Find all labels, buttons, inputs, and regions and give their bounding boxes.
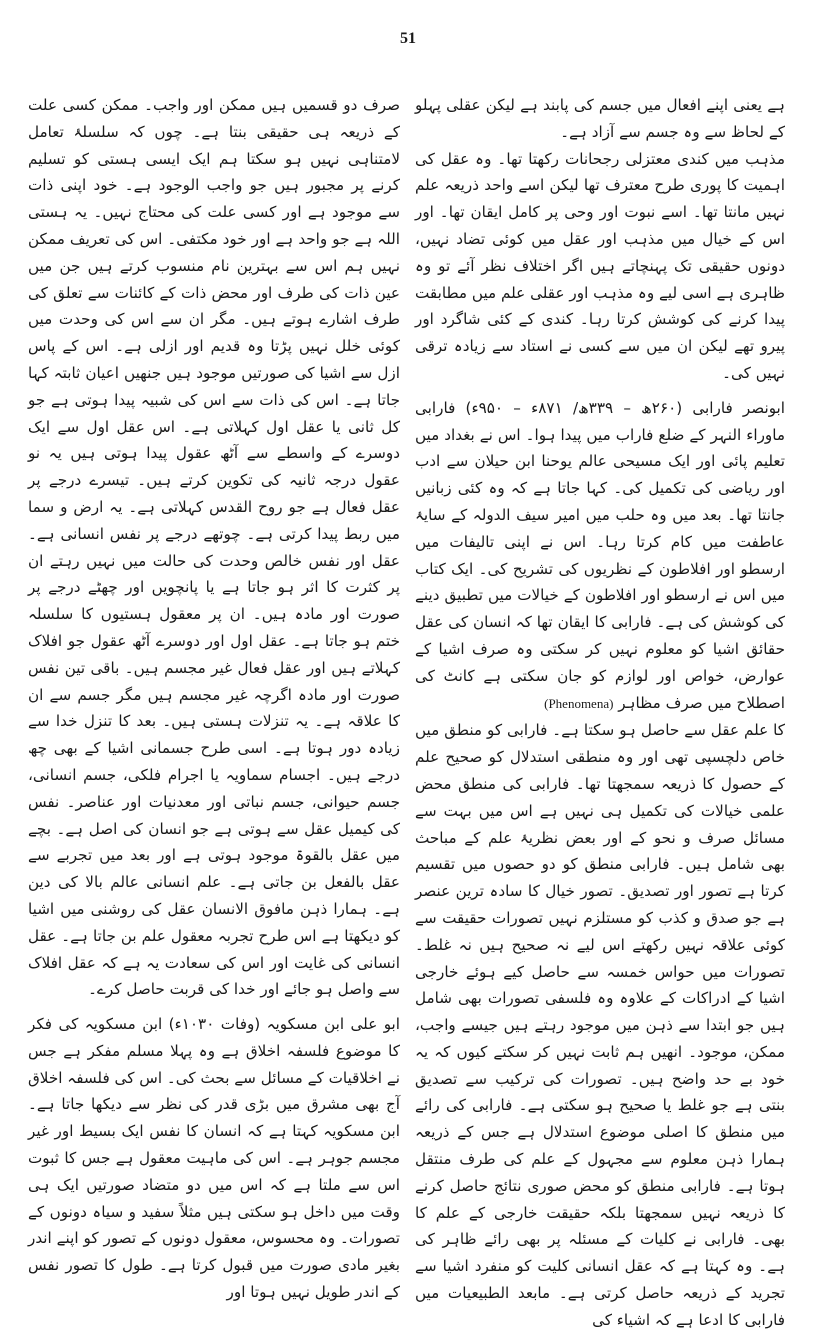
page-number: 51 [400, 30, 416, 47]
left-column [28, 92, 400, 1302]
paragraph: ابو علی ابن مسکویہ (وفات ۱۰۳۰ء) ابن مسکویہ کی فکر کا موضوع فلسفہ اخلاق ہے وہ پہلا مسلم مفکر ہے جس نے اخلاقیات کے مسائل سے بحث کی۔ اس کی فلسفہ اخلاق آج بھی مشرق میں بڑی قدر کی نظر سے دیکھا جاتا ہے۔ ابن مسکویہ کہتا ہے کہ انسان کا نفس ایک بسیط اور غیر مجسم جوہر ہے۔ اس کی ماہیت معقول ہے جس کا ثبوت اس سے ملتا ہے کہ اس میں دو متضاد صورتیں ایک ہی وقت میں داخل ہو سکتی ہیں مثلاً سفید و سیاہ دونوں کے تصورات۔ وہ محسوس، معقول دونوں کے تصور کو اپنے اندر بغیر مادی صورت میں قبول کرتا ہے۔ طول کا تصور نفس کے اندر طویل نہیں ہوتا اور [28, 1015, 400, 1302]
paragraph [415, 395, 785, 718]
right-column [415, 92, 786, 1329]
paragraph: ہے یعنی اپنے افعال میں جسم کی پابند ہے لیکن عقلی پہلو کے لحاظ سے وہ جسم سے آزاد ہے۔ [415, 96, 785, 141]
paragraph: کا علم عقل سے حاصل ہو سکتا ہے۔ فارابی کو منطق میں خاص دلچسپی تھی اور وہ منطقی استدلال کو صحیح علم کے حصول کا ذریعہ سمجھتا تھا۔ فارابی کی منطق محض علمی خیالات کی تکمیل ہی نہیں ہے اس میں بہت سے مسائل صرف و نحو کے اور بعض نظریۂ علم کے مباحث بھی شامل ہیں۔ فارابی منطق کو دو حصوں میں تقسیم کرتا ہے تصور اور تصدیق۔ تصور خیال کا سادہ ترین عنصر ہے جو صدق و کذب کو مستلزم نہیں تصورات حقیقت سے کوئی علاقہ نہیں رکھتے اس لیے نہ صحیح ہیں نہ غلط۔ تصورات میں حواس خمسہ سے حاصل کیے ہوئے خارجی اشیا کے ادراکات کے علاوہ وہ فلسفی تصورات بھی شامل ہیں جو ابتدا سے ذہن میں موجود رہتے ہیں جیسے واجب، ممکن، موجود۔ انھیں ہم ثابت نہیں کر سکتے کیوں کہ یہ خود بے حد واضح ہیں۔ تصورات کی ترکیب سے تصدیق بنتی ہے جو غلط یا صحیح ہو سکتی ہے۔ فارابی کی رائے میں منطق کا اصلی موضوع استدلال ہے جس کے ذریعہ ہمارا ذہن معلوم سے مجہول کے علم کی طرف منتقل ہوتا ہے۔ فارابی منطق کو محض صوری نتائج حاصل کرنے کا ذریعہ نہیں سمجھتا بلکہ حقیقت خارجی کے علم کا بھی۔ فارابی نے کلیات کے مسئلہ پر بھی رائے ظاہر کی ہے۔ وہ کہتا ہے کہ عقل انسانی کلیت کو منفرد اشیا سے تجرید کے ذریعہ حاصل کرتی ہے۔ مابعد الطبیعیات میں فارابی کا ادعا ہے کہ اشیاء کی [415, 721, 785, 1329]
paragraph: صرف دو قسمیں ہیں ممکن اور واجب۔ ممکن کسی علت کے ذریعہ ہی حقیقی بنتا ہے۔ چوں کہ سلسلۂ تعامل لامتناہی نہیں ہو سکتا ہم ایک ایسی ہستی کو تسلیم کرنے پر مجبور ہیں جو واجب الوجود ہے۔ خود اپنی ذات سے موجود ہے اور کسی علت کی محتاج نہیں۔ یہ ہستی اللہ ہے جو واحد ہے اور خود مکتفی۔ اس کی تعریف ممکن نہیں ہم اس سے بہترین نام منسوب کرتے ہیں جن میں عین ذات کی طرف اور محض ذات کے کائنات سے تعلق کی طرف اشارے ہوتے ہیں۔ مگر ان سے اس کی وحدت میں کوئی خلل نہیں پڑتا وہ قدیم اور ازلی ہے۔ اس کے پاس ازل سے اشیا کی صورتیں موجود ہیں جنھیں اعیان ثابتہ کہا جاتا ہے۔ اس کی ذات سے اس کی شبیہ پیدا ہوتی ہے جو کل ثانی یا عقل اول کہلاتی ہے۔ اس عقل اول سے ایک دوسرے کے واسطے سے آٹھ عقول پیدا ہوتی ہیں یہ نو عقول درجہ ثانیہ کی تکوین کرتے ہیں۔ تیسرے درجے پر عقل فعال ہے جو روح القدس کہلاتی ہے۔ یہ ارض و سما میں ربط پیدا کرتی ہے۔ چوتھے درجے پر نفس انسانی ہے۔ عقل اور نفس خالص وحدت کی حالت میں نہیں رہتے ان پر کثرت کا اثر ہو جاتا ہے یا پانچویں اور چھٹے درجے پر صورت اور مادہ ہیں۔ ان پر معقول ہستیوں کا سلسلہ ختم ہو جاتا ہے۔ عقل اول اور دوسرے آٹھ عقول جو افلاک کہلاتے ہیں اور عقل فعال غیر مجسم ہیں۔ باقی تین نفس صورت اور مادہ اگرچہ غیر مجسم ہیں مگر جسم سے ان کا علاقہ ہے۔ یہ تنزلات ہستی ہیں۔ بعد کا تنزل خدا سے زیادہ دور ہوتا ہے۔ اسی طرح جسمانی اشیا کے بھی چھ درجے ہیں۔ اجسام سماویہ یا اجرام فلکی، جسم انسانی، جسم حیوانی، جسم نباتی اور معدنیات اور عناصر۔ نفس کی کیمیل عقل سے ہوتی ہے جو انسان کی اصل ہے۔ بچے میں عقل بالقوۃ موجود ہوتی ہے اور بعد میں تجربے سے عقل بالفعل بن جاتی ہے۔ علم انسانی عالم بالا کی دین ہے۔ ہمارا ذہن مافوق الانسان عقل کی روشنی میں اشیا کو دیکھتا ہے اس طرح تجربہ معقول علم بن جاتا ہے۔ عقل انسانی کی غایت اور اس کی سعادت یہ ہے کہ عقل افلاک سے واصل ہو جائے اور خدا کی قربت حاصل کرے۔ [28, 96, 400, 999]
latin-term: (Phenomena) [544, 695, 614, 711]
paragraph: مذہب میں کندی معتزلی رجحانات رکھتا تھا۔ وہ عقل کی اہمیت کا پوری طرح معترف تھا لیکن اسے واحد ذریعہ علم نہیں مانتا تھا۔ اسے نبوت اور وحی پر کامل ایقان تھا۔ اور اس کے خیال میں مذہب اور عقل میں کوئی تضاد نہیں، دونوں حقیقی تک پہنچاتے ہیں اگر اختلاف نظر آئے تو وہ ظاہری ہے اسی لیے وہ مذہب اور عقلی علم میں مطابقت پیدا کرنے کی کوشش کرتا رہا۔ کندی کے کئی شاگرد اور پیرو تھے لیکن ان میں سے کسی نے استاد سے زیادہ ترقی نہیں کی۔ [415, 149, 785, 382]
paragraph-text: ابونصر فارابی (۲۶۰ھ – ۳۳۹ھ/ ۸۷۱ء – ۹۵۰ء) فارابی ماوراء النہر کے ضلع فاراب میں پیدا ہوا۔ اس نے بغداد میں تعلیم پائی اور ایک مسیحی عالم یوحنا ابن حیلان سے ادب اور ریاضی کی تکمیل کی۔ کہا جاتا ہے کہ وہ کئی زبانیں جانتا تھا۔ بعد میں وہ حلب میں امیر سیف الدولہ کے سایۂ عاطفت میں کام کرتا رہا۔ اس نے اپنی تالیفات میں ارسطو اور افلاطون کے نظریوں کی تشریح کی۔ ایک کتاب میں اس نے ارسطو اور افلاطون کے خیالات میں تطبیق دینے کی کوشش کی ہے۔ فارابی کا ایقان تھا کہ انسان کی عقل حقائق اشیا کو معلوم نہیں کر سکتی وہ صرف اشیا کے عوارض، خواص اور لوازم کو جان سکتی ہے کانٹ کی اصطلاح میں صرف مظاہر [415, 398, 786, 712]
